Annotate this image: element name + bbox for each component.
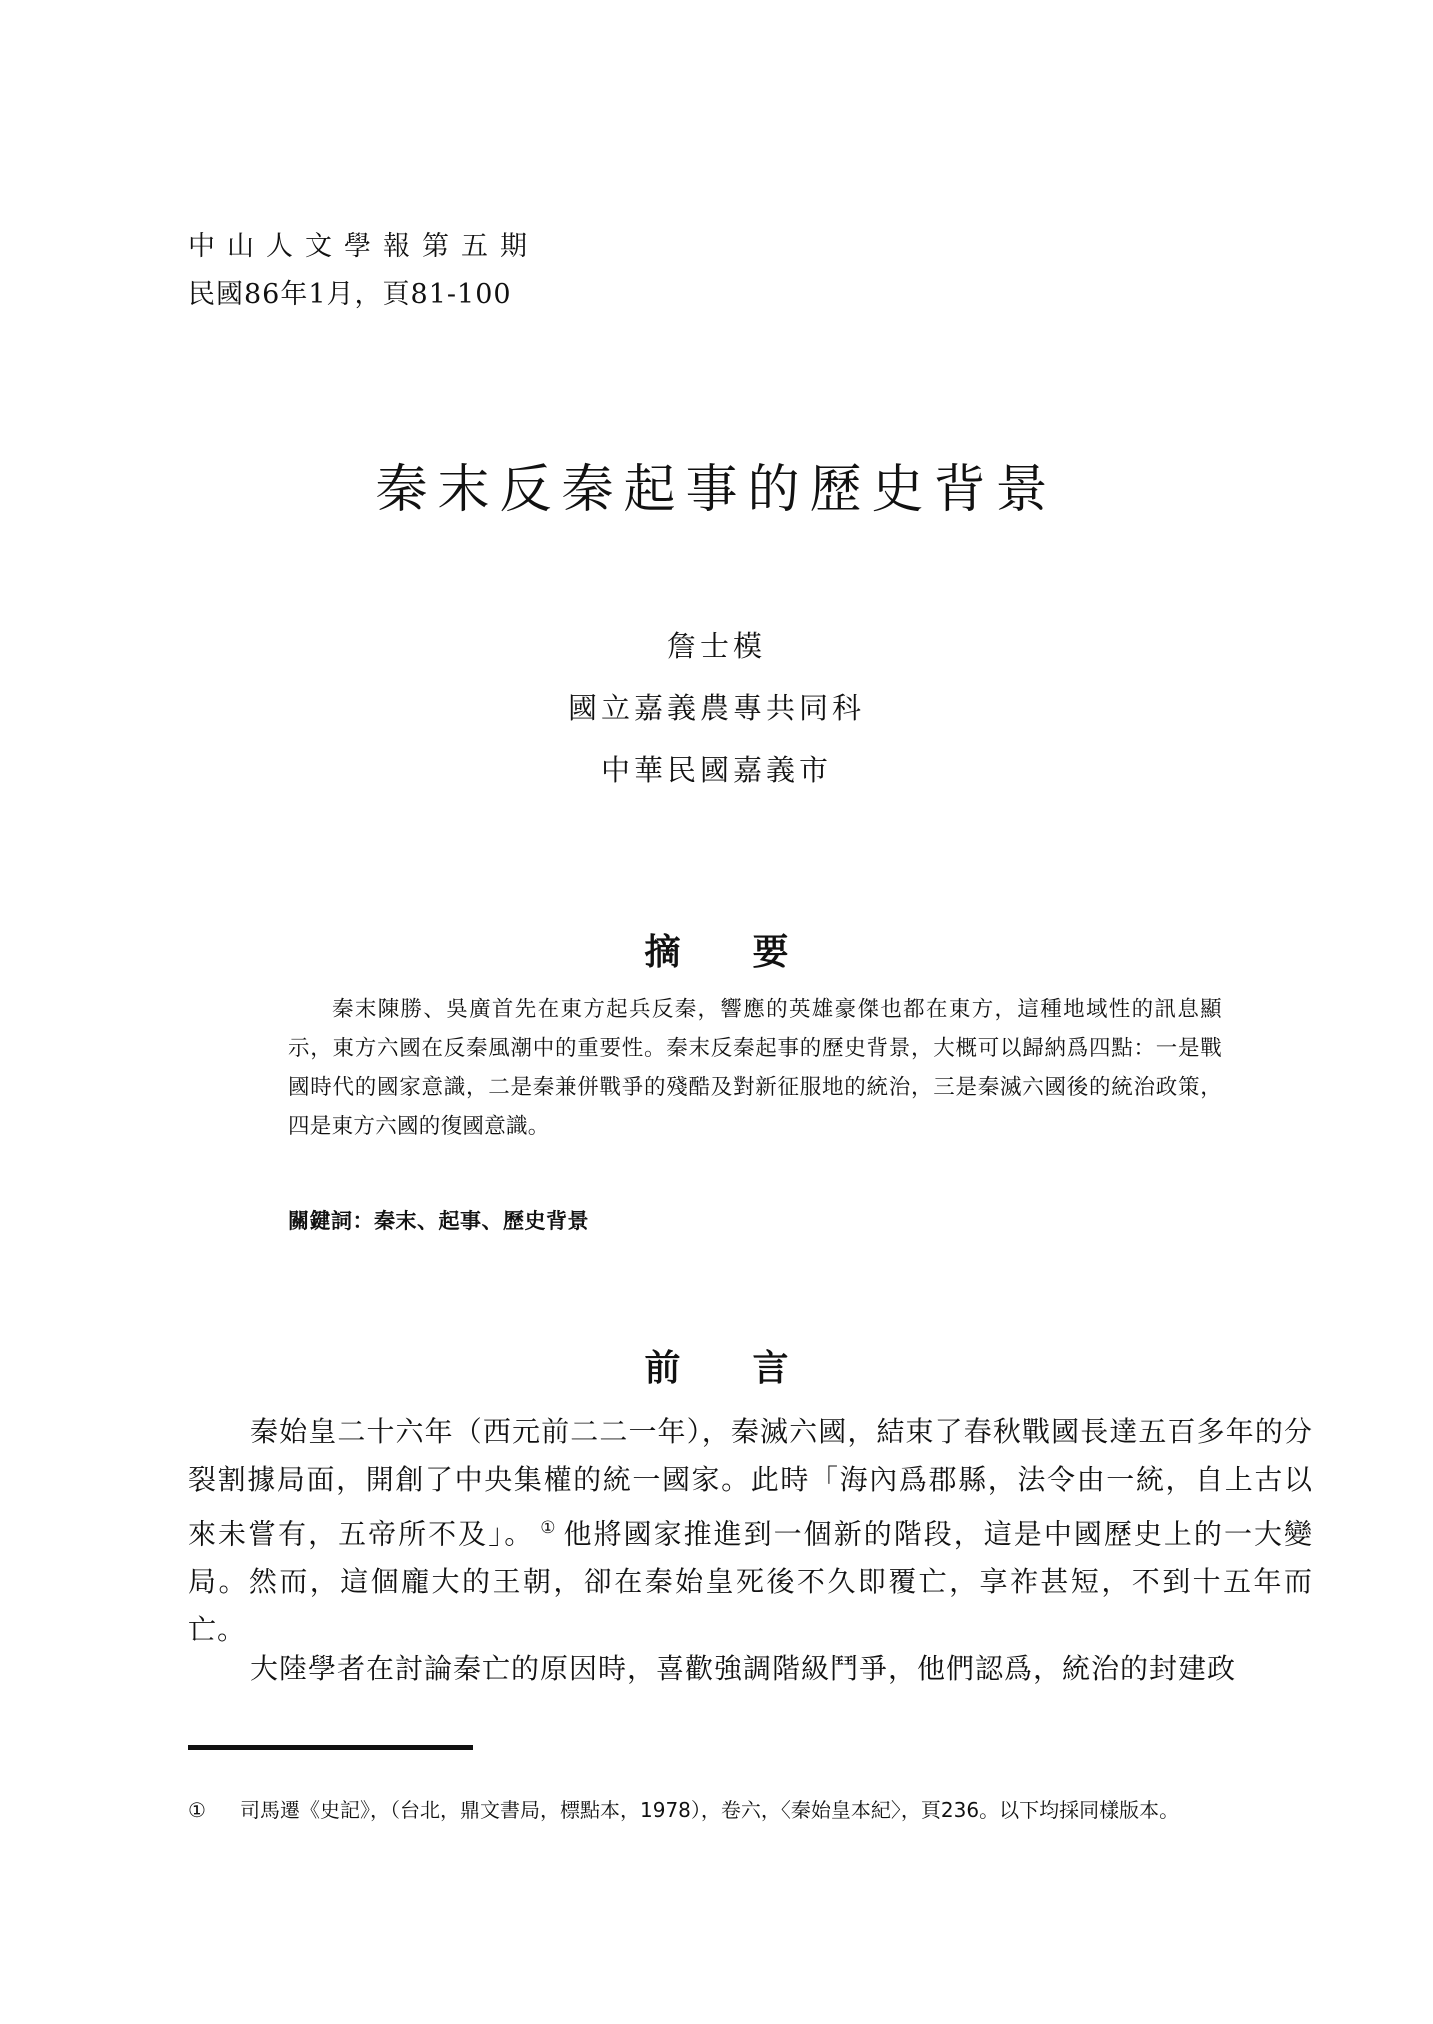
intro-heading: 前言	[644, 1348, 861, 1389]
paper-title: 秦末反秦起事的歷史背景	[375, 459, 1058, 520]
journal-issue: 民國86年1月，頁81-100	[188, 279, 512, 310]
footnote-reference[interactable]: ①	[540, 1518, 558, 1538]
journal-name: 中山人文學報第五期	[188, 231, 539, 262]
intro-paragraph-1-part-b: 他將國家推進到一個新的階段，這是中國歷史上的一大變局。然而，這個龐大的王朝，卻在秦始皇死後不久即覆亡，享祚甚短，不到十五年而亡。	[188, 1517, 1313, 1647]
footnote-text: 司馬遷《史記》，（台北，鼎文書局，標點本，1978），卷六，〈秦始皇本紀〉，頁236。以下均採同樣版本。	[240, 1798, 1180, 1822]
abstract-text: 秦末陳勝、吳廣首先在東方起兵反秦，響應的英雄豪傑也都在東方，這種地域性的訊息顯示，東方六國在反秦風潮中的重要性。秦末反秦起事的歷史背景，大概可以歸納爲四點：一是戰國時代的國家意識，二是秦兼併戰爭的殘酷及對新征服地的統治，三是秦滅六國後的統治政策，四是東方六國的復國意識。	[288, 997, 1222, 1139]
author-affiliation: 國立嘉義農專共同科	[567, 691, 865, 725]
author-location: 中華民國嘉義市	[600, 753, 832, 787]
intro-paragraph-1	[188, 1408, 1313, 1654]
abstract-heading: 摘要	[644, 932, 861, 973]
author-name: 詹士模	[666, 629, 766, 663]
intro-paragraph-2: 大陸學者在討論秦亡的原因時，喜歡強調階級鬥爭，他們認爲，統治的封建政	[250, 1652, 1237, 1685]
footnote-divider	[188, 1745, 473, 1750]
footnote-marker: ①	[188, 1798, 206, 1822]
keywords: 關鍵詞：秦末、起事、歷史背景	[288, 1209, 589, 1233]
intro-paragraph-1-part-a: 秦始皇二十六年（西元前二二一年），秦滅六國，結束了春秋戰國長達五百多年的分裂割據局面，開創了中央集權的統一國家。此時「海內爲郡縣，法令由一統，自上古以來未嘗有，五帝所不及」。	[188, 1415, 1313, 1551]
